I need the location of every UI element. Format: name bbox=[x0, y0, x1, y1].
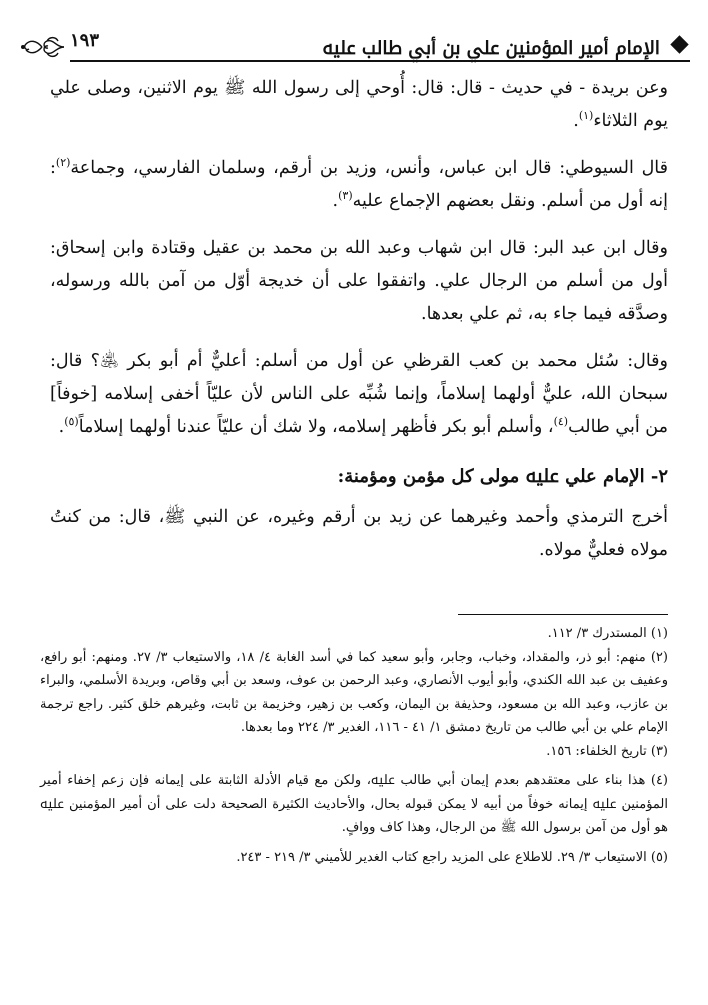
footnote-ref-5[interactable]: (٥) bbox=[64, 415, 79, 429]
paragraph-2-text-b: : إنه أول من أسلم. ونقل بعضهم الإجماع عليه bbox=[50, 158, 668, 211]
paragraph-4: وقال: سُئل محمد بن كعب القرظي عن أول من أسلم: أعليٌّ أم أبو بكر ﵁؟ قال: سبحان الله، عليٌّ أولهما إسلاماً، وإنما شُبِّه على الناس لأن عليّاً أخفى إسلامه [خوفاً] من أبي طالب$^{(٤)}$، وأسلم أبو بكر فأظهر إسلامه، ولا شك أن عليّاً عندنا أولهما إسلاماً$^{(٥)}$. bbox=[50, 351, 668, 437]
footnote-separator bbox=[458, 614, 668, 615]
paragraph-1-text: وعن بريدة - في حديث - قال: قال: أُوحي إلى رسول الله ﷺ يوم الاثنين، وصلى علي يوم الثلاثاء bbox=[50, 78, 668, 131]
main-text bbox=[50, 72, 668, 567]
running-header bbox=[18, 30, 690, 64]
footnote-3: (٣) تاريخ الخلفاء: ١٥٦. bbox=[546, 743, 668, 759]
footnote-4: (٤) هذا بناء على معتقدهم بعدم إيمان أبي طالب ﷷ، ولكن مع قيام الأدلة الثابتة على إيمانه فإن زعم إخفاء أمير المؤمنين ﷷ إيمانه خوفاً من أبيه لا يمكن قبوله بحال، والأحاديث الكثيرة الصحيحة دلت على أن أمير المؤمنين ﷷ هو أول من آمن برسول الله ﷺ من الرجال، وهذا كاف ووافٍ. bbox=[40, 773, 668, 835]
paragraph-3: وقال ابن عبد البر: قال ابن شهاب وعبد الله بن محمد بن عقيل وقتادة وابن إسحاق: أول من أسلم من الرجال علي. واتفقوا على أن خديجة أوّل من آمن بالله ورسوله، وصدَّقه فيما جاء به، ثم علي بعدها. bbox=[50, 238, 668, 324]
paragraph-5: أخرج الترمذي وأحمد وغيرهما عن زيد بن أرقم وغيره، عن النبي ﷺ، قال: من كنتُ مولاه فعليٌّ مولاه. bbox=[50, 507, 668, 560]
footnote-ref-2[interactable]: (٢) bbox=[55, 156, 71, 170]
header-rule bbox=[70, 60, 690, 62]
footnotes bbox=[40, 622, 668, 869]
footnote-5: (٥) الاستيعاب ٣/ ٢٩. للاطلاع على المزيد راجع كتاب الغدير للأميني ٣/ ٢١٩ - ٢٤٣. bbox=[236, 849, 668, 865]
page-number: ١٩٣ bbox=[70, 30, 100, 51]
paragraph-2: قال السيوطي: قال ابن عباس، وأنس، وزيد بن أرقم، وسلمان الفارسي، وجماعة$^{(٢)}$: إنه أول من أسلم. ونقل بعضهم الإجماع عليه$^{(٣)}$. bbox=[50, 156, 668, 211]
paragraph-4-text-b: ، وأسلم أبو بكر فأظهر إسلامه، ولا شك أن عليّاً عندنا أولهما إسلاماً bbox=[78, 417, 554, 437]
paragraph-2-text-a: قال السيوطي: قال ابن عباس، وأنس، وزيد بن أرقم، وسلمان الفارسي، وجماعة bbox=[70, 158, 668, 178]
header-title: الإمام أمير المؤمنين علي بن أبي طالب ﷷ bbox=[322, 38, 660, 59]
footnote-2: (٢) منهم: أبو ذر، والمقداد، وخباب، وجابر، وأبو سعيد كما في أسد الغابة ٤/ ١٨، والاستيعاب ٣/ ٢٧. ومنهم: أبو رافع، وعفيف بن عبد الله الكندي، وأبو أيوب الأنصاري، وعبد الرحمن بن عوف، وسعد بن أبي وقاص، وبريدة الأسلمي، والبراء بن عازب، وعبد الله بن مسعود، وحذيفة بن اليمان، وكعب بن زهير، وخزيمة بن ثابت، وغيرهم خلق كثير. راجع ترجمة الإمام علي بن أبي طالب من تاريخ دمشق ١/ ٤١ - ١١٦، الغدير ٣/ ٢٢٤ وما بعدها. bbox=[40, 649, 668, 735]
footnote-ref-4[interactable]: (٤) bbox=[553, 415, 569, 429]
footnote-ref-3[interactable]: (٣) bbox=[338, 189, 353, 203]
diamond-ornament-icon bbox=[670, 35, 688, 53]
footnote-1: (١) المستدرك ٣/ ١١٢. bbox=[547, 626, 668, 641]
footnote-ref-1[interactable]: (١) bbox=[578, 109, 594, 123]
section-heading: ٢- الإمام علي ﷷ مولى كل مؤمن ومؤمنة: bbox=[337, 466, 668, 487]
floral-ornament-icon bbox=[20, 34, 66, 60]
paragraph-4-text-a: وقال: سُئل محمد بن كعب القرظي عن أول من أسلم: أعليٌّ أم أبو بكر ﵁؟ قال: سبحان الله، عليٌّ أولهما إسلاماً، وإنما شُبِّه على الناس لأن عليّاً أخفى إسلامه [خوفاً] من أبي طالب bbox=[50, 351, 668, 437]
paragraph-1: وعن بريدة - في حديث - قال: قال: أُوحي إلى رسول الله ﷺ يوم الاثنين، وصلى علي يوم الثلاثاء$^{(١)}$. bbox=[50, 78, 668, 131]
